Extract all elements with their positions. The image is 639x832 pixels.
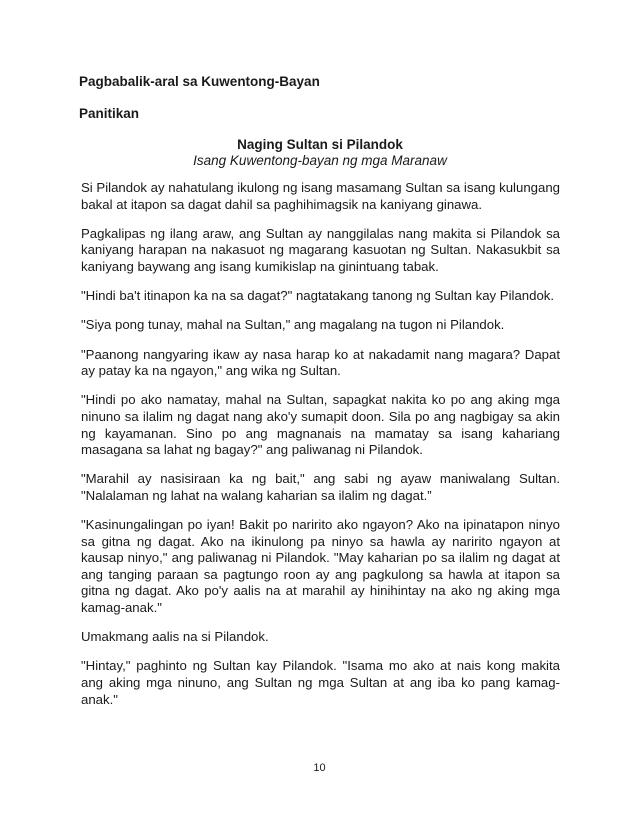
story-paragraph: "Hintay," paghinto ng Sultan kay Pilandok. "Isama mo ako at nais kong makita ang aking mga ninuno, ang Sultan ng mga Sultan at ang iba ko pang kamag-anak." xyxy=(81,658,560,707)
story-paragraph: "Marahil ay nasisiraan ka ng bait," ang sabi ng ayaw maniwalang Sultan. "Nalalaman ng lahat na walang kaharian sa ilalim ng dagat.” xyxy=(81,471,560,503)
story-subtitle: Isang Kuwentong-bayan ng mga Maranaw xyxy=(193,153,447,168)
story-paragraph: Pagkalipas ng ilang araw, ang Sultan ay nanggilalas nang makita si Pilandok sa kaniyang harapan na nakasuot ng magarang kasuotan ng Sultan. Nakasukbit sa kaniyang baywang ang isang kumikislap na ginintuang tabak. xyxy=(81,225,560,274)
story-paragraph: Si Pilandok ay nahatulang ikulong ng isang masamang Sultan sa isang kulungang bakal at itapon sa dagat dahil sa paghihimagsik na kaniyang ginawa. xyxy=(81,180,560,212)
story-paragraph: "Paanong nangyaring ikaw ay nasa harap ko at nakadamit nang magara? Dapat ay patay ka na ngayon," ang wika ng Sultan. xyxy=(81,346,560,379)
story-body xyxy=(81,180,560,721)
story-paragraph: Umakmang aalis na si Pilandok. xyxy=(81,629,269,645)
page-number: 10 xyxy=(313,762,326,774)
section-label: Panitikan xyxy=(79,106,140,121)
story-paragraph: "Siya pong tunay, mahal na Sultan," ang magalang na tugon ni Pilandok. xyxy=(81,317,505,333)
story-paragraph: "Hindi ba't itinapon ka na sa dagat?" nagtatakang tanong ng Sultan kay Pilandok. xyxy=(81,288,555,304)
review-title: Pagbabalik-aral sa Kuwentong-Bayan xyxy=(79,74,320,89)
story-paragraph: "Kasinungalingan po iyan! Bakit po naririto ako ngayon? Ako na ipinatapon ninyo sa gitna ng dagat. Ako na ikinulong pa ninyo sa hawla ay naririto ngayon at kausap ninyo," ang paliwanag ni Pilandok. "May kaharian po sa ilalim ng dagat at ang tanging paraan sa pagtungo roon ay ang pagkulong sa hawla at itapon sa gitna ng dagat. Ako po'y aalis na at marahil ay hinihintay na ako ng aking mga kamag-anak." xyxy=(81,517,560,616)
story-title: Naging Sultan si Pilandok xyxy=(237,137,403,152)
story-paragraph: "Hindi po ako namatay, mahal na Sultan, sapagkat nakita ko po ang aking mga ninuno sa ilalim ng dagat nang ako'y sumapit doon. Sila po ang nagbigay sa akin ng kayamanan. Sino po ang magnanais na mamatay sa isang kahariang masagana sa lahat ng bagay?" ang paliwanag ni Pilandok. xyxy=(81,392,560,458)
story-title-block xyxy=(79,137,561,169)
